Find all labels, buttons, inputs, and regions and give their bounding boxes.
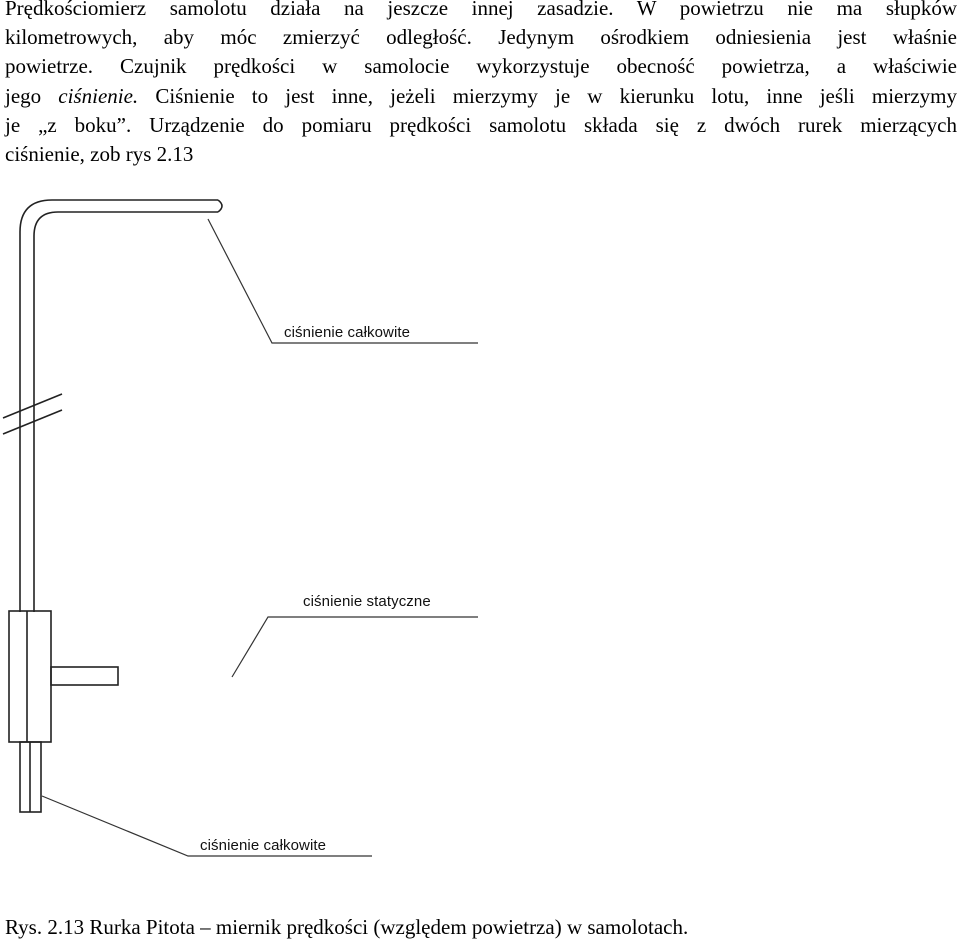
paragraph-line-1: Prędkościomierz samolotu działa na jeszcze innej zasadzie. W powietrzu nie ma słupków <box>5 0 957 20</box>
figure-caption: Rys. 2.13 Rurka Pitota – miernik prędkości (względem powietrza) w samolotach. <box>5 915 689 939</box>
static-port <box>51 667 118 685</box>
label-total-pressure-bottom: ciśnienie całkowite <box>200 837 327 854</box>
label-total-pressure-top: ciśnienie całkowite <box>284 324 411 341</box>
pitot-tube-tip <box>218 200 222 212</box>
paragraph-line-4 <box>5 82 957 111</box>
pitot-tube-drawing <box>0 180 960 900</box>
body-paragraph <box>5 0 957 169</box>
leader-static <box>232 617 478 677</box>
emphasized-term: ciśnienie. <box>58 83 139 108</box>
paragraph-line-4-prefix: jego <box>5 83 59 108</box>
static-housing <box>9 611 51 742</box>
pitot-tube-outer-wall <box>20 200 218 612</box>
pitot-tube-figure <box>0 180 960 900</box>
paragraph-line-6: ciśnienie, zob rys 2.13 <box>5 142 194 167</box>
paragraph-line-4-rest: Ciśnienie to jest inne, jeżeli mierzymy je w kierunku lotu, inne jeśli mierzymy <box>155 83 957 108</box>
label-static-pressure: ciśnienie statyczne <box>303 593 431 610</box>
paragraph-line-2: kilometrowych, aby móc zmierzyć odległość. Jedynym ośrodkiem odniesienia jest właśnie <box>5 25 957 50</box>
paragraph-line-3: powietrze. Czujnik prędkości w samolocie wykorzystuje obecność powietrza, a właściwie <box>5 54 957 79</box>
pitot-tube-inner-wall <box>34 212 218 612</box>
paragraph-line-5: je „z boku”. Urządzenie do pomiaru prędkości samolotu składa się z dwóch rurek mierzących <box>5 112 957 137</box>
